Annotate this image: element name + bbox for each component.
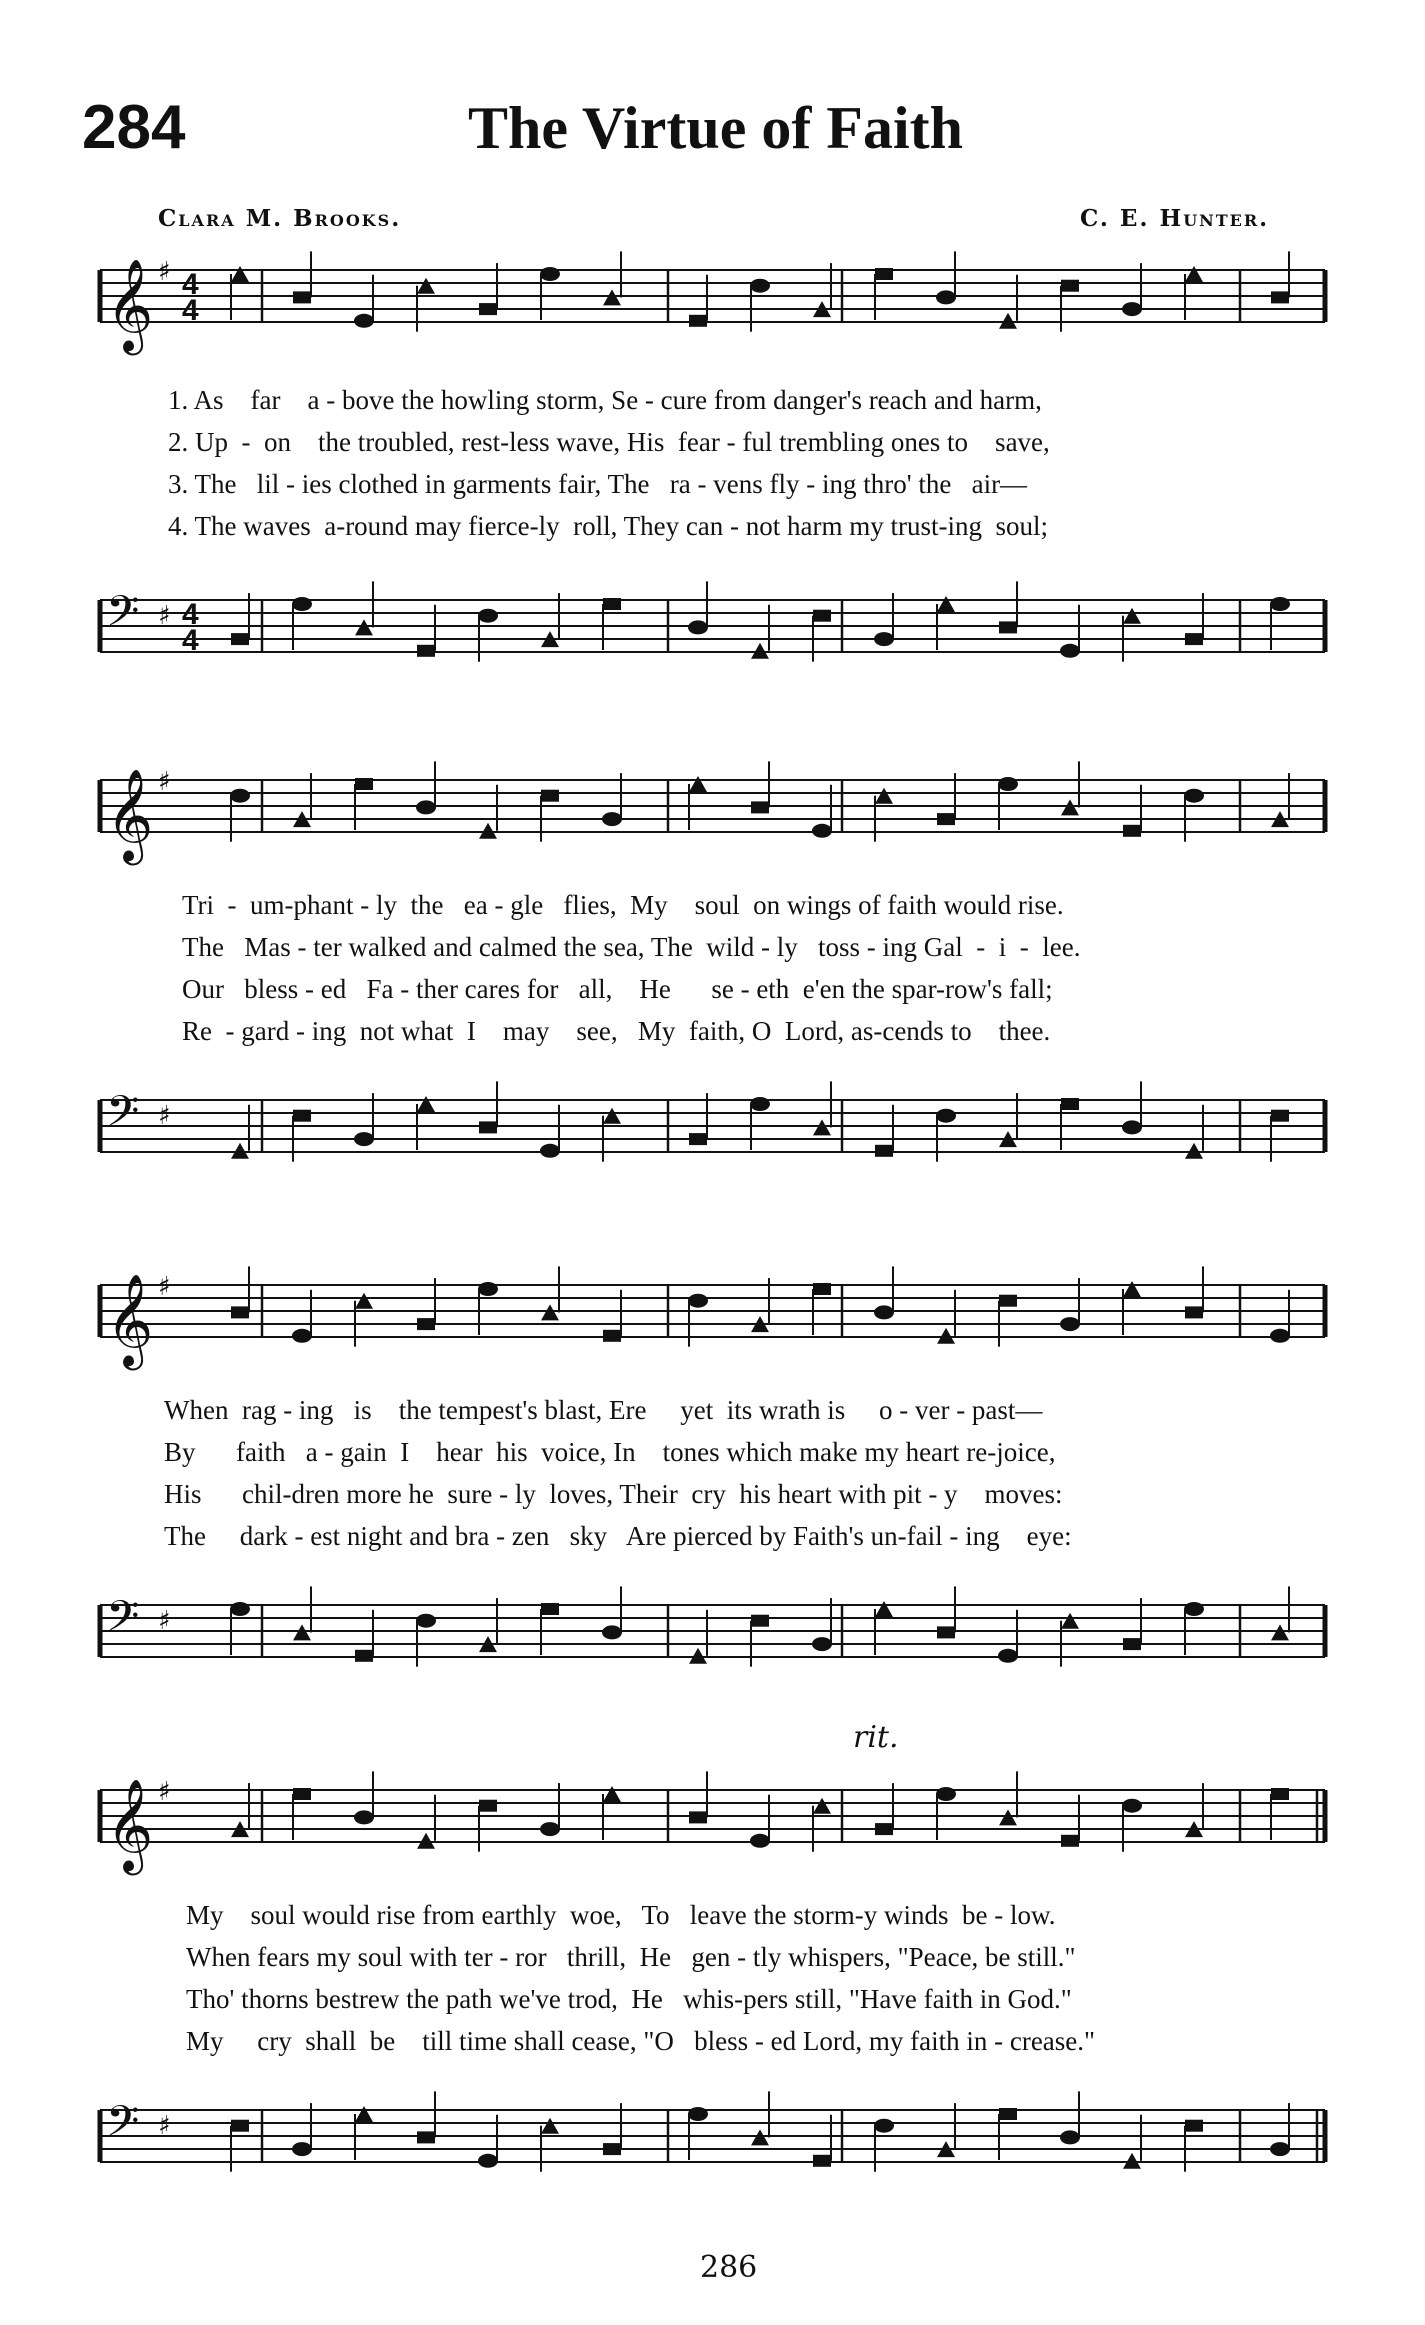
shape-note [1122,1799,1142,1813]
shape-note [751,1615,769,1627]
bass-clef: 𝄢 [106,1087,140,1147]
bass-staff-system-2 [0,1060,1425,1230]
shape-note [750,1834,770,1848]
bass-clef: 𝄢 [106,1592,140,1652]
hymn-title: The Virtue of Faith [468,95,963,161]
shape-note [355,2106,373,2122]
shape-note [603,289,621,305]
shape-note [417,278,435,294]
shape-note [478,1282,498,1296]
lyric-line: 2. Up - on the troubled, rest-less wave, His fear - ful trembling ones to save, [168,427,1050,457]
shape-note [689,1648,707,1664]
shape-note [603,1786,621,1802]
shape-note [937,596,955,612]
key-signature-sharp: ♯ [158,257,171,287]
hymn-number: 284 [82,93,186,162]
time-signature-digit: 4 [182,624,199,657]
shape-note [479,823,497,839]
shape-note [354,1132,374,1146]
shape-note [541,1304,559,1320]
shape-note [1123,1281,1141,1297]
shape-note [1184,789,1204,803]
bass-clef: 𝄢 [106,2097,140,2157]
shape-note [688,620,708,634]
shape-note [1271,291,1289,303]
shape-note [293,1110,311,1122]
shape-note [603,598,621,610]
shape-note [416,1614,436,1628]
shape-note [603,1108,621,1124]
shape-note [999,1295,1017,1307]
shape-note [417,1096,435,1112]
shape-note [812,824,832,838]
shape-note [1185,1143,1203,1159]
key-signature-sharp: ♯ [158,1101,171,1131]
treble-clef: 𝄞 [106,258,154,351]
lyric-line: His chil-dren more he sure - ly loves, Their cry his heart with pit - y moves: [164,1479,1063,1509]
shape-note [292,2142,312,2156]
shape-note [999,313,1017,329]
shape-note [1270,2142,1290,2156]
shape-note [689,315,707,327]
shape-note [1271,1788,1289,1800]
shape-note [937,813,955,825]
shape-note [293,1624,311,1640]
page-number: 286 [700,2250,758,2285]
shape-note [416,800,436,814]
lyric-line: By faith a - gain I hear his voice, In tones which make my heart re-joice, [164,1437,1056,1467]
shape-note [1270,597,1290,611]
shape-note [1122,1120,1142,1134]
shape-note [478,2154,498,2168]
bass-staff-system-1 [0,560,1425,720]
shape-note [875,1601,893,1617]
shape-note [936,1787,956,1801]
shape-note [417,1318,435,1330]
shape-note [1270,1329,1290,1343]
shape-note [813,610,831,622]
shape-note [998,1649,1018,1663]
lyric-line: 3. The lil - ies clothed in garments fair, The ra - vens fly - ing thro' the air— [168,469,1028,499]
key-signature-sharp: ♯ [158,2111,171,2141]
shape-note [812,1637,832,1651]
lyrics-system-4 [0,1900,1425,2070]
shape-note [355,1293,373,1309]
composer-credit: C. E. Hunter. [1080,205,1270,232]
treble-clef: 𝄞 [106,1778,154,1871]
shape-note [875,1145,893,1157]
shape-note [355,619,373,635]
shape-note [1185,1306,1203,1318]
shape-note [1061,1835,1079,1847]
shape-note [688,1294,708,1308]
lyric-line: Tho' thorns bestrew the path we've trod, He whis-pers still, "Have faith in God." [186,1984,1072,2014]
shape-note [1184,1602,1204,1616]
shape-note [1061,1098,1079,1110]
bass-clef: 𝄢 [106,587,140,647]
shape-note [1060,644,1080,658]
bass-staff-system-4 [0,2070,1425,2220]
shape-note [230,789,250,803]
shape-note [1185,633,1203,645]
treble-clef: 𝄞 [106,768,154,861]
key-signature-sharp: ♯ [158,1606,171,1636]
shape-note [603,2143,621,2155]
lyric-line: Our bless - ed Fa - ther cares for all, He se - eth e'en the spar-row's fall; [182,974,1053,1004]
shape-note [354,314,374,328]
shape-note [999,621,1017,633]
shape-note [689,776,707,792]
shape-note [417,645,435,657]
shape-note [936,1109,956,1123]
shape-note [602,1625,622,1639]
shape-note [541,1603,559,1615]
shape-note [479,1800,497,1812]
shape-note [1061,799,1079,815]
tempo-mark-rit: rit. [853,1720,899,1755]
key-signature-sharp: ♯ [158,601,171,631]
lyrics-system-1 [0,385,1425,555]
lyric-line: Re - gard - ing not what I may see, My faith, O Lord, as-cends to thee. [182,1016,1051,1046]
shape-note [1122,302,1142,316]
shape-note [689,1811,707,1823]
shape-note [1060,2130,1080,2144]
lyric-line: Tri - um-phant - ly the ea - gle flies, My soul on wings of faith would rise. [182,890,1064,920]
shape-note [479,303,497,315]
lyrics-system-2 [0,890,1425,1060]
shape-note [417,2131,435,2143]
shape-note [874,1305,894,1319]
shape-note [689,1133,707,1145]
shape-note [1271,1110,1289,1122]
shape-note [603,1330,621,1342]
shape-note [1123,608,1141,624]
lyric-line: My cry shall be till time shall cease, "O bless - ed Lord, my faith in - crease." [186,2026,1096,2056]
shape-note [1061,1613,1079,1629]
bass-staff-system-3 [0,1565,1425,1715]
shape-note [813,1283,831,1295]
shape-note [541,790,559,802]
shape-note [292,597,312,611]
shape-note [1123,825,1141,837]
shape-note [936,290,956,304]
shape-note [750,1097,770,1111]
shape-note [479,1121,497,1133]
shape-note [1123,2153,1141,2169]
shape-note [292,1329,312,1343]
lyric-line: The dark - est night and bra - zen sky Are pierced by Faith's un-fail - ing eye: [164,1521,1072,1551]
shape-note [1185,266,1203,282]
shape-note [230,1602,250,1616]
shape-note [999,1809,1017,1825]
shape-note [813,2155,831,2167]
shape-note [875,1823,893,1835]
shape-note [998,777,1018,791]
lyric-line: 1. As far a - bove the howling storm, Se - cure from danger's reach and harm, [168,385,1042,415]
shape-note [541,2118,559,2134]
lyric-line: When rag - ing is the tempest's blast, Ere yet its wrath is o - ver - past— [164,1395,1043,1425]
shape-note [750,279,770,293]
shape-note [1271,1624,1289,1640]
lyric-line: The Mas - ter walked and calmed the sea, The wild - ly toss - ing Gal - i - lee. [182,932,1081,962]
shape-note [1123,1638,1141,1650]
shape-note [293,291,311,303]
shape-note [478,609,498,623]
shape-note [231,2120,249,2132]
shape-note [813,1798,831,1814]
shape-note [231,633,249,645]
lyrics-system-3 [0,1395,1425,1565]
shape-note [874,632,894,646]
shape-note [293,1788,311,1800]
shape-note [231,1143,249,1159]
shape-note [751,801,769,813]
lyric-line: When fears my soul with ter - ror thrill, He gen - tly whispers, "Peace, be still." [186,1942,1076,1972]
shape-note [540,1822,560,1836]
shape-note [540,267,560,281]
shape-note [937,1626,955,1638]
shape-note [1060,1317,1080,1331]
shape-note [1185,2120,1203,2132]
treble-clef: 𝄞 [106,1273,154,1366]
shape-note [540,1144,560,1158]
shape-note [1061,280,1079,292]
shape-note [602,812,622,826]
shape-note [999,2108,1017,2120]
time-signature-digit: 4 [182,268,199,301]
time-signature-digit: 4 [182,598,199,631]
key-signature-sharp: ♯ [158,1272,171,1302]
shape-note [231,266,249,282]
lyric-line: 4. The waves a-round may fierce-ly roll, They can - not harm my trust-ing soul; [168,511,1049,541]
shape-note [355,1650,373,1662]
shape-note [937,1328,955,1344]
shape-note [417,1833,435,1849]
shape-note [875,268,893,280]
time-signature-digit: 4 [182,294,199,327]
lyric-line: My soul would rise from earthly woe, To leave the storm-y winds be - low. [186,1900,1056,1930]
shape-note [354,1810,374,1824]
author-credit: Clara M. Brooks. [158,205,402,232]
shape-note [813,1119,831,1135]
shape-note [751,643,769,659]
shape-note [688,2107,708,2121]
key-signature-sharp: ♯ [158,767,171,797]
shape-note [231,1306,249,1318]
key-signature-sharp: ♯ [158,1777,171,1807]
shape-note [355,778,373,790]
shape-note [751,2129,769,2145]
shape-note [874,2119,894,2133]
shape-note [875,788,893,804]
